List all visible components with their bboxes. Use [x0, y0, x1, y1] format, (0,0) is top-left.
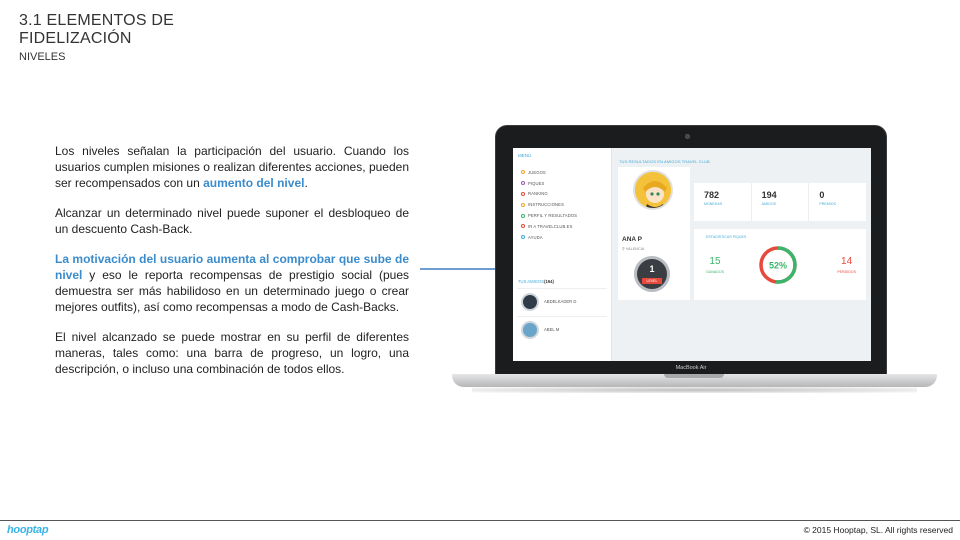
menu-item-label: IR A TRAVELCLUB.ES [528, 223, 573, 229]
menu-item-label: AYUDA [528, 234, 543, 240]
stat-value: 782 [704, 190, 720, 200]
title-line-1: 3.1 ELEMENTOS DE [19, 12, 174, 29]
menu-bullet-icon [521, 170, 525, 174]
menu-bullet-icon [521, 181, 525, 185]
lost-value: 14 [841, 256, 853, 267]
laptop-shadow [472, 387, 917, 393]
menu-item[interactable] [521, 189, 577, 200]
friend-item[interactable] [517, 288, 607, 314]
user-avatar [633, 170, 673, 210]
copyright-text: © 2015 Hooptap, SL. All rights reserved [803, 525, 953, 535]
footer-divider [0, 520, 960, 521]
friend-avatar [521, 293, 539, 311]
laptop-screen [513, 148, 871, 361]
friend-avatar [521, 321, 539, 339]
stat-label: MONEDAS [704, 202, 723, 206]
menu-item[interactable] [521, 210, 577, 221]
stats-card [694, 183, 866, 221]
camera-icon [685, 134, 690, 139]
hooptap-logo: hooptap [7, 524, 49, 536]
highlight-level-increase: aumento del nivel [203, 176, 305, 190]
laptop-mockup [452, 125, 937, 397]
friend-name: ABEL M [544, 327, 560, 332]
paragraph-4: El nivel alcanzado se puede mostrar en su perfil de diferentes maneras, tales como: una barra de progreso, un logro, una descripción, o incluso una combinación de todos ellos. [55, 330, 409, 376]
stat-label: PREMIOS [819, 202, 836, 206]
level-badge [634, 256, 670, 292]
highlight-motivation: La motivación del usuario aumenta al comprobar que sube de nivel [55, 252, 409, 282]
menu-bullet-icon [521, 214, 525, 218]
won-stat [706, 256, 724, 274]
menu-item-label: PIQUES [528, 180, 545, 186]
user-city: ⚲ VALENCIA [622, 247, 645, 251]
stat-box [752, 183, 810, 221]
menu-bullet-icon [521, 192, 525, 196]
won-value: 15 [709, 256, 721, 267]
avatar-character-icon [635, 172, 673, 210]
menu-item-label: JUEGOS [528, 169, 546, 175]
friend-name: ABDELKADER D [544, 299, 577, 304]
menu-item[interactable] [521, 178, 577, 189]
menu-bullet-icon [521, 203, 525, 207]
menu-bullet-icon [521, 224, 525, 228]
level-number: 1 [649, 264, 655, 274]
menu-bullet-icon [521, 235, 525, 239]
laptop-notch [664, 374, 724, 378]
win-ratio-donut [757, 244, 799, 286]
menu-item[interactable] [521, 199, 577, 210]
results-title: TUS RESULTADOS EN AMIGOS TRAVEL CLUB [619, 159, 710, 164]
stat-box [809, 183, 866, 221]
friend-item[interactable] [517, 316, 607, 342]
app-sidebar [513, 148, 612, 361]
menu-item[interactable] [521, 167, 577, 178]
stat-value: 194 [761, 190, 777, 200]
profile-card [618, 167, 690, 300]
stat-box [694, 183, 752, 221]
lost-label: PERDIDOS [837, 270, 856, 274]
title-line-2: FIDELIZACIÓN [19, 30, 132, 47]
slide-subtitle: NIVELES [19, 51, 66, 63]
win-percent: 52% [768, 260, 788, 271]
game-stats-card [694, 229, 866, 300]
menu-item[interactable] [521, 221, 577, 232]
won-label: GANADOS [706, 270, 724, 274]
stat-value: 0 [819, 190, 825, 200]
paragraph-2: Alcanzar un determinado nivel puede suponer el desbloqueo de un descuento Cash-Back. [55, 206, 409, 236]
lost-stat [837, 256, 856, 274]
paragraph-1: Los niveles señalan la participación del usuario. Cuando los usuarios cumplen misiones o realizan diferentes acciones, pueden ser recompensados con un aumento del nivel. [55, 144, 409, 190]
laptop-brand: MacBook Air [675, 365, 707, 371]
menu-item-label: RANKING [528, 191, 548, 197]
slide-title [19, 12, 174, 48]
menu-title: MENÚ [518, 153, 532, 158]
menu-item-label: INSTRUCCIONES [528, 202, 564, 208]
user-name: ANA P [622, 236, 642, 243]
paragraph-3: La motivación del usuario aumenta al comprobar que sube de nivel y eso le reporta recompensas de prestigio social (pues demuestra ser más habilidoso en un determinado juego o crear mejores outfits), así como recompensas a modo de Cash-Backs. [55, 252, 409, 314]
menu-item-label: PERFIL Y RESULTADOS [528, 213, 578, 219]
menu-list [521, 167, 577, 243]
body-text [55, 143, 409, 391]
game-stats-title: ESTADÍSTICAS PIQUES [706, 235, 747, 239]
menu-item[interactable] [521, 232, 577, 243]
friends-count: (194) [544, 279, 554, 284]
stat-label: AMIGOS [761, 202, 777, 206]
friends-title: TUS AMIGOS(194) [518, 279, 554, 284]
level-label: LEVEL [642, 278, 662, 284]
